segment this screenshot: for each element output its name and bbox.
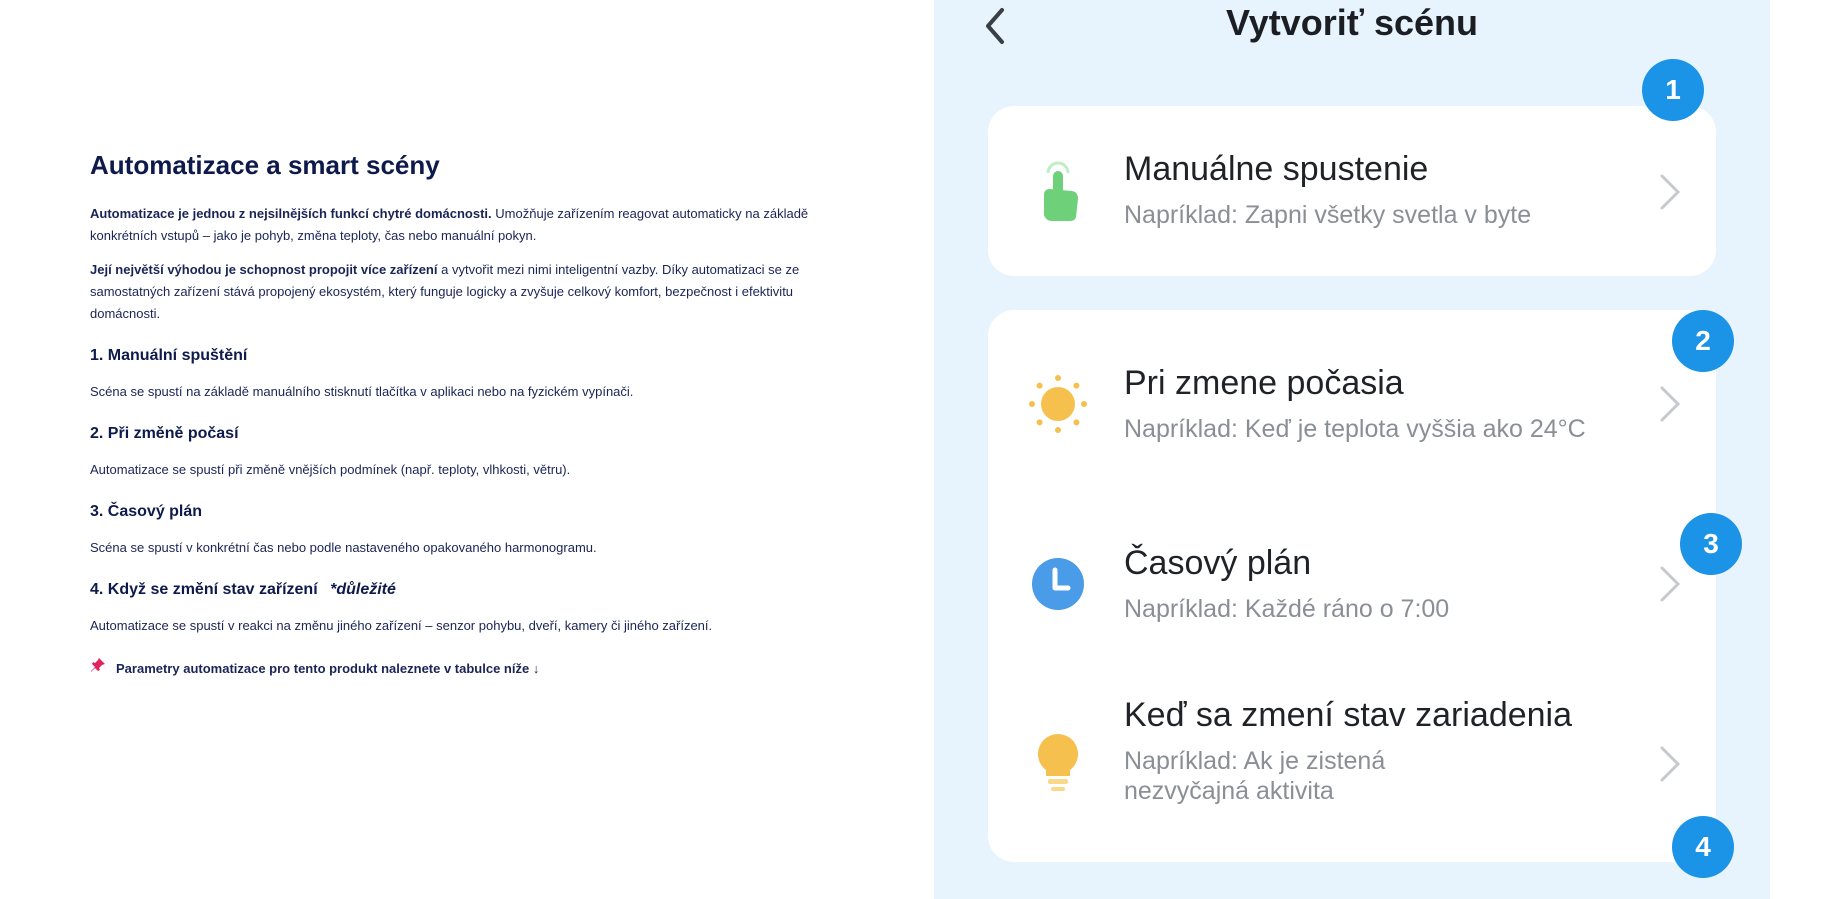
option-title: Keď sa zmení stav zariadenia: [1124, 696, 1573, 734]
option-weather[interactable]: [988, 310, 1716, 500]
chevron-right-icon: [1658, 172, 1682, 212]
section-heading-2: 2. Při změně počasí: [90, 425, 239, 442]
section-heading-4-text: 4. Když se změní stav zařízení: [90, 581, 318, 598]
parameters-note: [90, 657, 810, 680]
lightbulb-icon: [1026, 730, 1090, 794]
option-subtitle: Napríklad: Každé ráno o 7:00: [1124, 595, 1450, 623]
chevron-right-icon: [1658, 564, 1682, 604]
article-title: Automatizace a smart scény: [90, 150, 440, 180]
section-text-1: Scéna se spustí na základě manuálního stisknutí tlačítka v aplikaci nebo na fyzickém vypínači.: [90, 384, 634, 399]
parameters-note-text: Parametry automatizace pro tento produkt naleznete v tabulce níže ↓: [116, 661, 540, 676]
option-title: Pri zmene počasia: [1124, 364, 1404, 402]
intro-paragraph-1: [90, 203, 810, 247]
option-device-state[interactable]: [988, 670, 1716, 862]
triggers-card: [988, 310, 1716, 862]
manual-card: [988, 106, 1716, 276]
option-title: Časový plán: [1124, 544, 1312, 582]
section-text-3: Scéna se spustí v konkrétní čas nebo podle nastaveného opakovaného harmonogramu.: [90, 540, 597, 555]
intro-1-bold: Automatizace je jednou z nejsilnějších funkcí chytré domácnosti.: [90, 206, 492, 221]
panel-title: Vytvoriť scénu: [1226, 2, 1478, 43]
option-subtitle: Napríklad: Ak je zistená nezvyčajná aktivita: [1124, 747, 1386, 805]
step-badge-3: 3: [1680, 513, 1742, 575]
step-badge-1: 1: [1642, 59, 1704, 121]
option-schedule[interactable]: [988, 500, 1716, 670]
section-heading-1: 1. Manuální spuštění: [90, 347, 248, 364]
sun-icon: [1026, 372, 1090, 436]
section-text-4: Automatizace se spustí v reakci na změnu jiného zařízení – senzor pohybu, dveří, kamery či jiného zařízení.: [90, 618, 713, 633]
section-heading-3: 3. Časový plán: [90, 503, 203, 520]
intro-1-rest: Umožňuje zařízením reagovat automaticky na základě konkrétních vstupů – jako je pohyb, změna teploty, čas nebo manuální pokyn.: [90, 206, 809, 243]
clock-icon: [1026, 552, 1090, 616]
intro-2-rest: a vytvořit mezi nimi inteligentní vazby. Díky automatizaci se ze samostatných zařízení stává propojený ekosystém, který funguje logicky a zvyšuje celkový komfort, bezpečnost i efektivitu domácnosti.: [90, 262, 800, 321]
article: [90, 150, 810, 692]
scene-panel: [934, 0, 1770, 899]
chevron-right-icon: [1658, 744, 1682, 784]
intro-2-bold: Její největší výhodou je schopnost propojit více zařízení: [90, 262, 438, 277]
step-badge-2: 2: [1672, 310, 1734, 372]
hand-tap-icon: [1026, 159, 1090, 223]
pushpin-icon: [90, 657, 106, 673]
option-title: Manuálne spustenie: [1124, 150, 1429, 188]
option-subtitle: Napríklad: Zapni všetky svetla v byte: [1124, 201, 1532, 229]
option-manual[interactable]: [988, 106, 1716, 276]
option-subtitle: Napríklad: Keď je teplota vyššia ako 24°C: [1124, 415, 1586, 443]
important-label: *důležité: [330, 581, 396, 598]
section-text-2: Automatizace se spustí při změně vnějších podmínek (např. teploty, vlhkosti, větru).: [90, 462, 571, 477]
section-heading-4: [90, 581, 810, 599]
step-badge-4: 4: [1672, 816, 1734, 878]
intro-paragraph-2: [90, 259, 810, 325]
chevron-right-icon: [1658, 384, 1682, 424]
